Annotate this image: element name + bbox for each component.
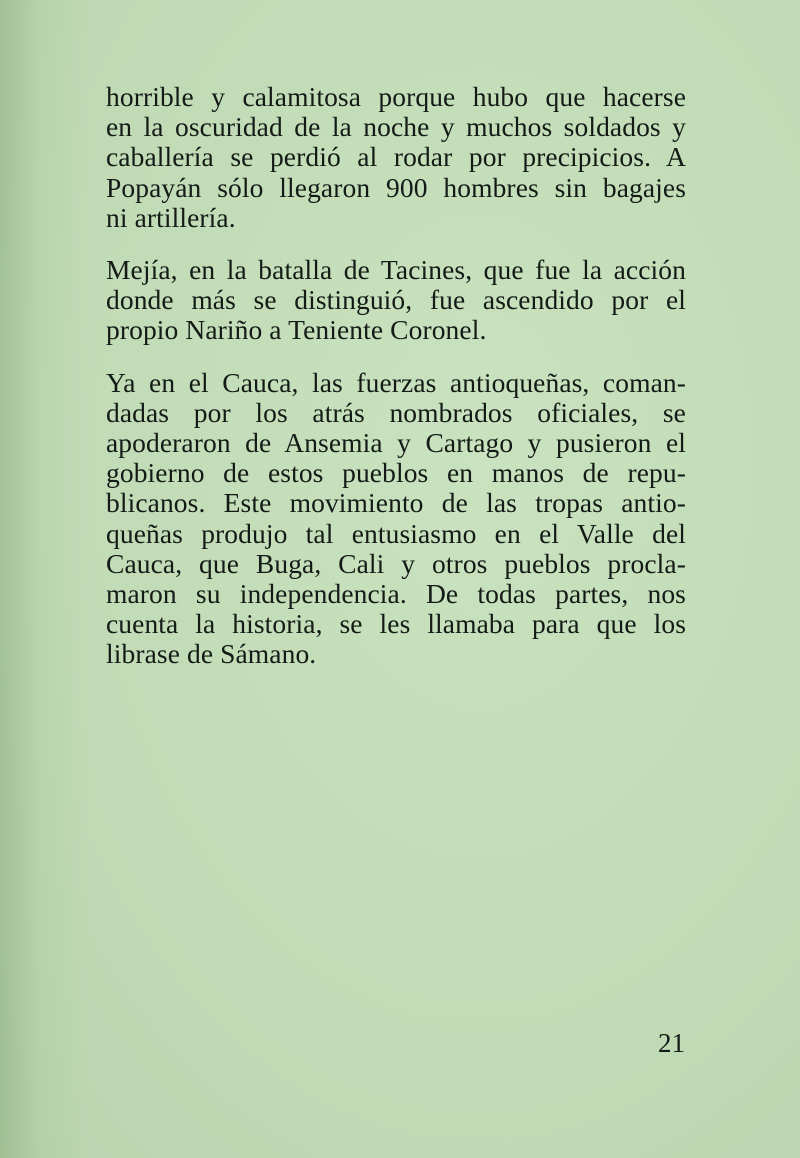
paragraph-1 <box>106 82 686 233</box>
text-line: maron su independencia. De todas partes, nos <box>106 578 686 610</box>
text-line: caballería se perdió al rodar por precipicios. A <box>106 141 686 173</box>
text-line: propio Nariño a Teniente Coronel. <box>106 314 487 346</box>
text-line: Popayán sólo llegaron 900 hombres sin bagajes <box>106 171 686 203</box>
text-line: ni artillería. <box>106 201 236 233</box>
text-line: cuenta la historia, se les llamaba para que los <box>106 608 686 640</box>
text-line: Ya en el Cauca, las fuerzas antioqueñas, coman- <box>106 366 686 398</box>
text-line: horrible y calamitosa porque hubo que hacerse <box>106 81 686 112</box>
text-line: apoderaron de Ansemia y Cartago y pusieron el <box>106 427 686 459</box>
text-line: gobierno de estos pueblos en manos de repu- <box>106 457 686 489</box>
text-line: queñas produjo tal entusiasmo en el Valle del <box>106 517 686 549</box>
text-line: Cauca, que Buga, Cali y otros pueblos procla- <box>106 547 686 579</box>
body-text <box>106 82 686 692</box>
page-number: 21 <box>658 1028 685 1058</box>
text-line: dadas por los atrás nombrados oficiales, se <box>106 396 686 428</box>
text-line: en la oscuridad de la noche y muchos soldados y <box>106 111 686 143</box>
text-line: Mejía, en la batalla de Tacines, que fue la acción <box>106 254 686 286</box>
text-line: donde más se distinguió, fue ascendido por el <box>106 284 686 316</box>
paragraph-2 <box>106 255 686 346</box>
text-line: blicanos. Este movimiento de las tropas antio- <box>106 487 686 519</box>
text-line: librase de Sámano. <box>106 638 317 670</box>
paragraph-3 <box>106 368 686 670</box>
